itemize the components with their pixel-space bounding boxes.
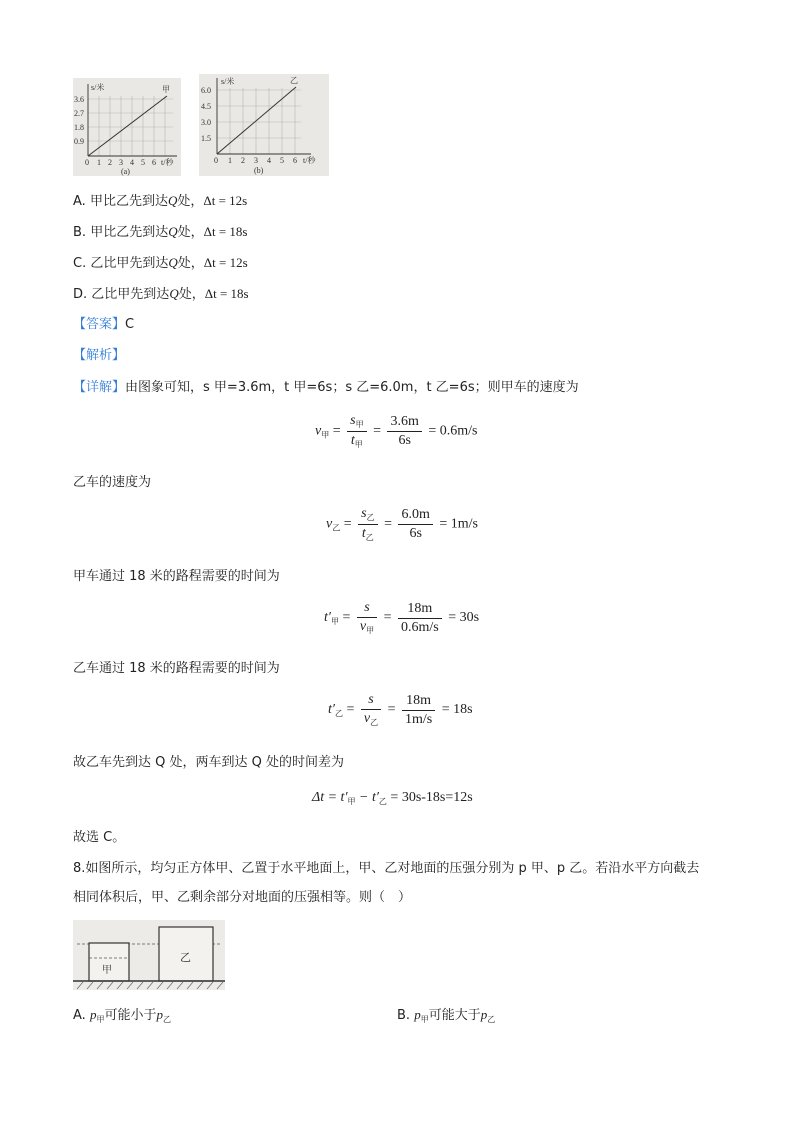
graph-a-xlabel: t/秒 — [161, 158, 174, 167]
graph-b-ylabel: s/米 — [221, 77, 235, 86]
graph-b-ytick: 6.0 — [201, 86, 211, 95]
graph-b-series-label: 乙 — [290, 76, 298, 85]
block-b-label: 乙 — [180, 951, 191, 964]
graph-a-xtick: 1 — [97, 158, 101, 167]
text-velocity-b: 乙车的速度为 — [73, 475, 152, 490]
option-c: C. 乙比甲先到达Q处，Δt = 12s — [73, 255, 248, 271]
block-a-label: 甲 — [102, 965, 112, 976]
formula-time-diff: $\Delta t = t'_甲 - t'_乙 = 30s-18s=12s$ — [312, 790, 473, 806]
question8-option-a: A. $p_甲$可能小于$p_乙$ — [73, 1007, 171, 1024]
detail-line — [73, 379, 579, 397]
graph-a-xtick: 6 — [152, 158, 156, 167]
graph-a-xtick: 5 — [141, 158, 145, 167]
graph-a — [73, 78, 181, 176]
option-a: A. 甲比乙先到达Q处，Δt = 12s — [73, 193, 248, 209]
answer-line — [73, 316, 134, 334]
graph-a-ylabel: s/米 — [91, 83, 105, 92]
analysis-line — [73, 347, 125, 365]
analysis-label: 【解析】 — [73, 348, 126, 363]
question8-figure — [73, 920, 225, 990]
graph-b-xtick: 1 — [228, 156, 232, 165]
graph-b-xtick: 4 — [267, 156, 271, 165]
detail-text: 由图象可知，s 甲=3.6m，t 甲=6s；s 乙=6.0m，t 乙=6s；则甲车的速度为 — [125, 380, 579, 395]
graph-a-caption: (a) — [121, 167, 130, 176]
detail-label: 【详解】 — [73, 380, 126, 395]
question8-option-b: B. $p_甲$可能大于$p_乙$ — [397, 1007, 496, 1024]
graph-a-ytick: 3.6 — [74, 95, 84, 104]
graph-b-ytick: 4.5 — [201, 102, 211, 111]
graph-b-xtick: 6 — [293, 156, 297, 165]
graph-a-ytick: 1.8 — [74, 123, 84, 132]
graph-a-xtick: 4 — [130, 158, 134, 167]
graph-b-ytick: 3.0 — [201, 118, 211, 127]
question8-line2: 相同体积后，甲、乙剩余部分对地面的压强相等。则（ ） — [73, 890, 412, 905]
graph-b-xtick: 0 — [214, 156, 218, 165]
formula-velocity-b: $v_乙$ = $\frac{s_乙}{t_乙}$ = $\frac{6.0m}{6s}$ = 1m/s — [326, 506, 478, 542]
formula-velocity-a: $v_甲$ = $\frac{s_甲}{t_甲}$ = $\frac{3.6m}{6s}$ = 0.6m/s — [315, 413, 478, 449]
graph-b-xtick: 5 — [280, 156, 284, 165]
graph-a-series-label: 甲 — [162, 85, 170, 94]
graph-a-xtick: 2 — [108, 158, 112, 167]
graph-b-ytick: 1.5 — [201, 134, 211, 143]
graph-b-xlabel: t/秒 — [303, 156, 316, 165]
graph-b — [199, 74, 329, 176]
question8-line1: 8.如图所示，均匀正方体甲、乙置于水平地面上，甲、乙对地面的压强分别为 p 甲、p 乙。若沿水平方向截去 — [73, 861, 700, 876]
text-conclusion: 故选 C。 — [73, 830, 126, 845]
option-d: D. 乙比甲先到达Q处，Δt = 18s — [73, 286, 249, 302]
graph-a-ytick: 2.7 — [74, 109, 84, 118]
text-time-diff: 故乙车先到达 Q 处，两车到达 Q 处的时间差为 — [73, 755, 344, 770]
graph-a-xtick: 0 — [85, 158, 89, 167]
graph-b-xtick: 3 — [254, 156, 258, 165]
formula-time-b: $t'_乙$ = $\frac{s}{v_乙}$ = $\frac{18m}{1m/s}$ = 18s — [328, 692, 473, 727]
answer-label: 【答案】 — [73, 317, 126, 332]
text-time-b: 乙车通过 18 米的路程需要的时间为 — [73, 661, 280, 676]
graph-a-ytick: 0.9 — [74, 137, 84, 146]
answer-value: C — [125, 317, 135, 332]
text-time-a: 甲车通过 18 米的路程需要的时间为 — [73, 569, 280, 584]
option-b: B. 甲比乙先到达Q处，Δt = 18s — [73, 224, 248, 240]
graph-b-caption: (b) — [254, 166, 264, 175]
formula-time-a: $t'_甲$ = $\frac{s}{v_甲}$ = $\frac{18m}{0.6m/s}$ = 30s — [324, 600, 480, 635]
graph-a-xtick: 3 — [119, 158, 123, 167]
graph-b-xtick: 2 — [241, 156, 245, 165]
